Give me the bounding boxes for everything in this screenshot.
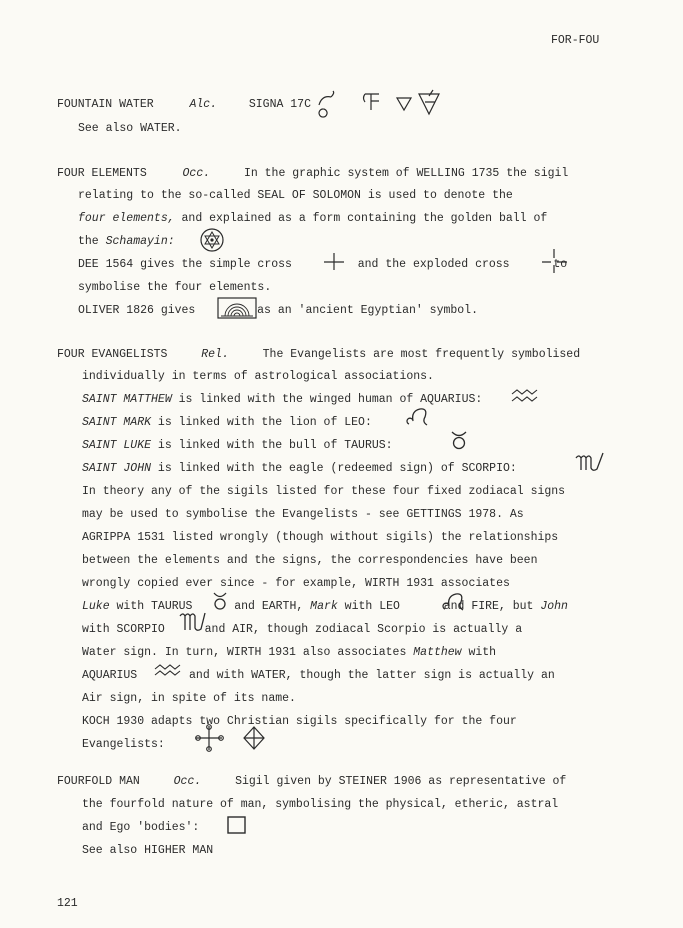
entry-text-line: In theory any of the sigils listed for these four fixed zodiacal signs xyxy=(82,485,566,498)
entry-fountain-water xyxy=(57,98,311,112)
entry-text-line: AGRIPPA 1531 listed wrongly (though without sigils) the relationships xyxy=(82,531,559,544)
entry-text-line: See also WATER. xyxy=(78,122,182,135)
running-head: FOR-FOU xyxy=(551,34,600,47)
entry-text-line: wrongly copied ever since - for example, WIRTH 1931 associates xyxy=(82,577,510,590)
leo-icon xyxy=(440,588,468,614)
taurus-icon xyxy=(212,590,228,612)
taurus-icon xyxy=(450,429,468,451)
entry-text-line: SAINT JOHN is linked with the eagle (redeemed sign) of SCORPIO: xyxy=(82,462,517,475)
fountain-sigil-2-icon xyxy=(364,94,380,110)
entry-text-line: SAINT MATTHEW is linked with the winged human of AQUARIUS: xyxy=(82,393,483,406)
entry-text-line: KOCH 1930 adapts two Christian sigils specifically for the four xyxy=(82,715,517,728)
entry-text-line: See also HIGHER MAN xyxy=(82,844,214,857)
category: Occ. xyxy=(173,775,202,788)
exploded-cross-icon xyxy=(540,247,570,273)
fountain-sigil-1-icon xyxy=(319,91,334,117)
entry-text-line: between the elements and the signs, the correspondencies have been xyxy=(82,554,538,567)
entry-text-line: Water sign. In turn, WIRTH 1931 also associates Matthew with xyxy=(82,646,497,659)
aquarius-icon xyxy=(153,662,183,680)
entry-text-line: SAINT MARK is linked with the lion of LEO: xyxy=(82,416,372,429)
entry-text-line: may be used to symbolise the Evangelists - see GETTINGS 1978. As xyxy=(82,508,524,521)
headword: FOURFOLD MAN xyxy=(57,775,140,788)
cross-icon xyxy=(322,251,346,271)
entry-text: SIGNA 17C xyxy=(248,98,311,111)
category: Alc. xyxy=(189,98,218,111)
koch-sigils xyxy=(194,724,272,752)
entry-text-line: Evangelists: xyxy=(82,738,165,751)
entry-text-line: four elements, and explained as a form containing the golden ball of xyxy=(78,212,548,225)
category: Occ. xyxy=(182,167,211,180)
entry-text-line: Air sign, in spite of its name. xyxy=(82,692,296,705)
entry-text: Sigil given by STEINER 1906 as representative of xyxy=(235,775,567,788)
entry-text-line: OLIVER 1826 gives as an 'ancient Egyptian' symbol. xyxy=(78,304,478,317)
scorpio-icon xyxy=(178,608,208,634)
fountain-sigil-4-icon xyxy=(419,90,439,114)
entry-text-line: with SCORPIO and AIR, though zodiacal Scorpio is actually a xyxy=(82,623,523,636)
entry-text-line: relating to the so-called SEAL OF SOLOMON is used to denote the xyxy=(78,189,513,202)
entry-fourfold-man xyxy=(57,775,566,789)
entry-text-line: and Ego 'bodies': xyxy=(82,821,200,834)
entry-text-line: Luke with TAURUS and EARTH, Mark with LEO and FIRE, but John xyxy=(82,600,568,613)
square-icon xyxy=(226,815,248,835)
headword: FOUR ELEMENTS xyxy=(57,167,147,180)
entry-text-line: the fourfold nature of man, symbolising the physical, etheric, astral xyxy=(82,798,559,811)
headword: FOUR EVANGELISTS xyxy=(57,348,168,361)
page-number: 121 xyxy=(57,897,78,910)
entry-text: In the graphic system of WELLING 1735 the sigil xyxy=(243,167,569,180)
hexagram-circle-icon xyxy=(198,227,226,253)
water-triangle-icon xyxy=(397,98,411,110)
category: Rel. xyxy=(201,348,229,361)
entry-text: The Evangelists are most frequently symbolised xyxy=(262,348,581,361)
entry-four-evangelists xyxy=(57,348,580,362)
entry-four-elements xyxy=(57,167,568,181)
entry-text-line: SAINT LUKE is linked with the bull of TAURUS: xyxy=(82,439,393,452)
leo-icon xyxy=(404,405,432,429)
fountain-water-sigils xyxy=(313,88,443,114)
scorpio-icon xyxy=(574,450,606,474)
cross-loops-icon xyxy=(196,725,224,752)
headword: FOUNTAIN WATER xyxy=(57,98,154,111)
entry-text-line: DEE 1564 gives the simple cross and the exploded cross to xyxy=(78,258,568,271)
concentric-arcs-icon xyxy=(217,297,257,319)
diamond-arrow-icon xyxy=(244,727,264,749)
entry-text-line: the Schamayin: xyxy=(78,235,175,248)
entry-text-line: AQUARIUS and with WATER, though the latter sign is actually an xyxy=(82,669,555,682)
aquarius-icon xyxy=(510,386,540,406)
entry-text-line: individually in terms of astrological associations. xyxy=(82,370,434,383)
entry-text-line: symbolise the four elements. xyxy=(78,281,272,294)
